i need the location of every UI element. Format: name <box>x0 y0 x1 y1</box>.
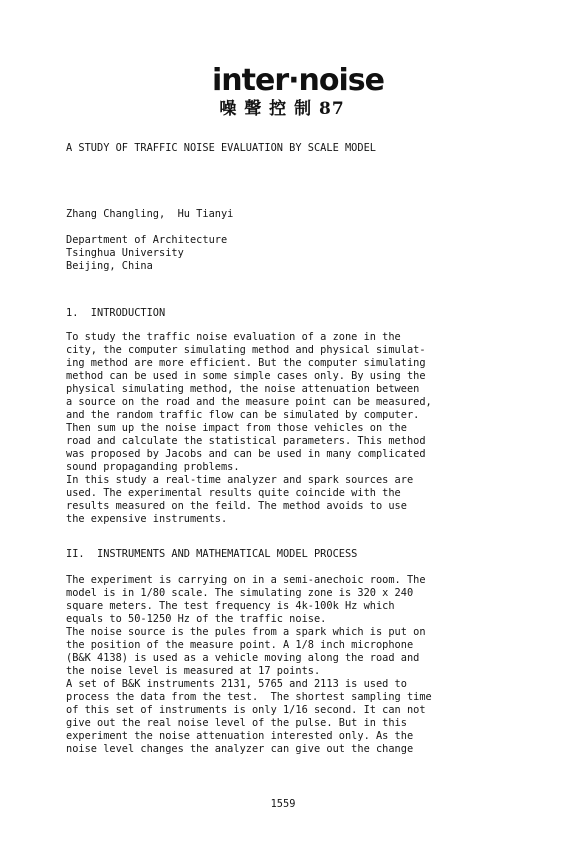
body-text-line: square meters. The test frequency is 4k-100k Hz which <box>66 600 395 612</box>
author-names: Zhang Changling, Hu Tianyi <box>66 208 234 220</box>
body-text-line: noise level changes the analyzer can give out the change <box>66 743 414 755</box>
paper-title: A STUDY OF TRAFFIC NOISE EVALUATION BY SCALE MODEL <box>66 142 376 154</box>
body-text-line: physical simulating method, the noise attenuation between <box>66 383 420 395</box>
body-text-line: experiment the noise attenuation interested only. As the <box>66 730 414 742</box>
body-text-line: sound propaganding problems. <box>66 461 240 473</box>
body-text-line: The noise source is the pules from a spark which is put on <box>66 626 426 638</box>
body-text-line: the position of the measure point. A 1/8 inch microphone <box>66 639 414 651</box>
body-text-line: method can be used in some simple cases only. By using the <box>66 370 426 382</box>
body-text-line: model is in 1/80 scale. The simulating zone is 320 x 240 <box>66 587 414 599</box>
body-text-line: the noise level is measured at 17 points. <box>66 665 321 677</box>
body-text-line: used. The experimental results quite coincide with the <box>66 487 401 499</box>
body-text-line: ing method are more efficient. But the computer simulating <box>66 357 426 369</box>
affiliation-line: Tsinghua University <box>66 247 184 259</box>
conference-logo <box>212 63 384 120</box>
body-text-line: and the random traffic flow can be simulated by computer. <box>66 409 420 421</box>
body-text-line: equals to 50-1250 Hz of the traffic noise. <box>66 613 327 625</box>
body-text-line: results measured on the feild. The method avoids to use <box>66 500 407 512</box>
affiliation-line: Department of Architecture <box>66 234 228 246</box>
body-text-line: In this study a real-time analyzer and spark sources are <box>66 474 414 486</box>
body-text-line: was proposed by Jacobs and can be used in many complicated <box>66 448 426 460</box>
body-text-line: A set of B&K instruments 2131, 5765 and 2113 is used to <box>66 678 407 690</box>
body-text-line: process the data from the test. The shortest sampling time <box>66 691 432 703</box>
body-text-line: city, the computer simulating method and physical simulat- <box>66 344 426 356</box>
logo-wordmark: inter·noise <box>212 63 384 98</box>
affiliation-line: Beijing, China <box>66 260 153 272</box>
body-text-line: Then sum up the noise impact from those vehicles on the <box>66 422 407 434</box>
section-heading-instruments: II. INSTRUMENTS AND MATHEMATICAL MODEL PROCESS <box>66 548 358 560</box>
body-text-line: a source on the road and the measure point can be measured, <box>66 396 432 408</box>
body-text-line: the expensive instruments. <box>66 513 228 525</box>
section-heading-introduction: 1. INTRODUCTION <box>66 307 166 319</box>
logo-chinese-subtitle: 噪 聲 控 制 87 <box>219 99 345 119</box>
body-text-line: (B&K 4138) is used as a vehicle moving along the road and <box>66 652 420 664</box>
body-text-line: of this set of instruments is only 1/16 second. It can not <box>66 704 426 716</box>
body-text-line: give out the real noise level of the pulse. But in this <box>66 717 407 729</box>
body-text-line: To study the traffic noise evaluation of a zone in the <box>66 331 401 343</box>
page-number: 1559 <box>270 798 296 810</box>
body-text-line: The experiment is carrying on in a semi-anechoic room. The <box>66 574 426 586</box>
body-text-line: road and calculate the statistical parameters. This method <box>66 435 426 447</box>
